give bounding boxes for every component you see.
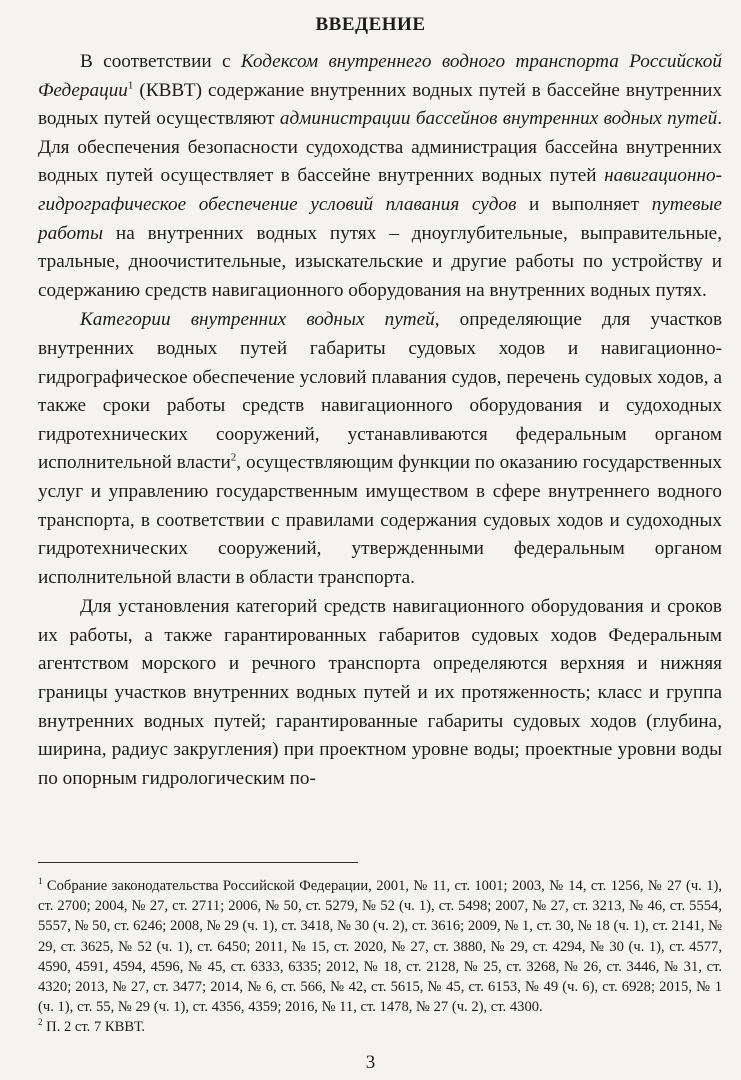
footnote-text: П. 2 ст. 7 КВВТ.	[42, 1019, 146, 1036]
footnotes	[38, 876, 722, 1038]
text-run: . Для обеспечения безопасности судоходства администрация бассейна внутренних водных путей осуществляет в бассейне внутренних водных путей	[38, 108, 722, 187]
paragraph	[38, 593, 722, 793]
text-run: (КВВТ) содержание внутренних водных путей в бассейне внутренних водных путей осуществляют	[38, 79, 722, 130]
text-run: на внутренних водных путях – дноуглубительные, выправительные, тральные, дноочистительные, изыскательские и другие работы по устройству и содержанию средств навигационного оборудования на внутренних водных путях.	[38, 222, 722, 301]
page-title: ВВЕДЕНИЕ	[315, 14, 426, 35]
italic-term: путевые работы	[38, 193, 723, 244]
text-run: и выполняет	[516, 193, 652, 215]
main-text	[38, 48, 722, 793]
footnote	[38, 876, 722, 1017]
paragraph	[38, 48, 722, 305]
footnote-divider	[38, 862, 358, 863]
footnote-ref[interactable]: 2	[230, 451, 237, 464]
italic-term: навигационно-гидрографическое обеспечение условий плавания судов	[38, 165, 722, 215]
text-run: В соответствии с	[80, 51, 241, 72]
text-run: Для установления категорий средств навигационного оборудования и сроков их работы, а также гарантированных габаритов судовых ходов Федеральным агентством морского и речного транспорта определяются верхняя и нижняя границы участков внутренних водных путей и их протяженность; класс и группа внутренних водных путей; гарантированные габариты судовых ходов (глубина, ширина, радиус закругления) при проектном уровне воды; проектные уровни воды по опорным гидрологическим по-	[38, 596, 722, 789]
text-run: , осуществляющим функции по оказанию государственных услуг и управлению государственным имуществом в сфере внутреннего водного транспорта, в соответствии с правилами содержания судовых ходов и судоходных гидротехнических сооружений, утвержденными федеральным органом исполнительной власти в области транспорта.	[38, 452, 722, 588]
footnote-mark: 1	[38, 876, 43, 887]
footnote	[38, 1017, 722, 1037]
footnote-ref[interactable]: 1	[127, 79, 134, 92]
italic-term: Категории внутренних водных путей	[80, 309, 435, 331]
footnote-text: Собрание законодательства Российской Федерации, 2001, № 11, ст. 1001; 2003, № 14, ст. 1256, № 27 (ч. 1), ст. 2700; 2004, № 27, ст. 2711; 2006, № 50, ст. 5279, № 52 (ч. 1), ст. 5498; 2007, № 27, ст. 3213, № 46, ст. 5554, 5557, № 50, ст. 6246; 2008, № 29 (ч. 1), ст. 3418, № 30 (ч. 2), ст. 3616; 2009, № 1, ст. 30, № 18 (ч. 1), ст. 2141, № 29, ст. 3625, № 52 (ч. 1), ст. 6450; 2011, № 15, ст. 2020, № 27, ст. 3880, № 29, ст. 4294, № 30 (ч. 1), ст. 4577, 4590, 4591, 4594, 4596, № 45, ст. 6333, 6335; 2012, № 18, ст. 2128, № 25, ст. 3268, № 26, ст. 3446, № 31, ст. 4320; 2013, № 27, ст. 3477; 2014, № 6, ст. 566, № 42, ст. 5615, № 45, ст. 6153, № 49 (ч. 6), ст. 6928; 2015, № 1 (ч. 1), ст. 55, № 29 (ч. 1), ст. 4356, 4359; 2016, № 11, ст. 1478, № 27 (ч. 2), ст. 4300.	[38, 878, 722, 1016]
italic-term: администрации бассейнов внутренних водных путей	[279, 108, 718, 130]
text-run: , определяющие для участков внутренних водных путей габариты судовых ходов и навигационно-гидрографическое обеспечение условий плавания судов, перечень судовых ходов, а также сроки работы средств навигационного оборудования и судоходных гидротехнических сооружений, устанавливаются федеральным органом исполнительной власти	[38, 309, 722, 474]
footnote-mark: 2	[38, 1017, 43, 1028]
paragraph	[38, 306, 722, 592]
italic-term: Кодексом внутреннего водного транспорта Российской Федерации	[38, 51, 722, 101]
page-number: 3	[365, 1052, 376, 1073]
